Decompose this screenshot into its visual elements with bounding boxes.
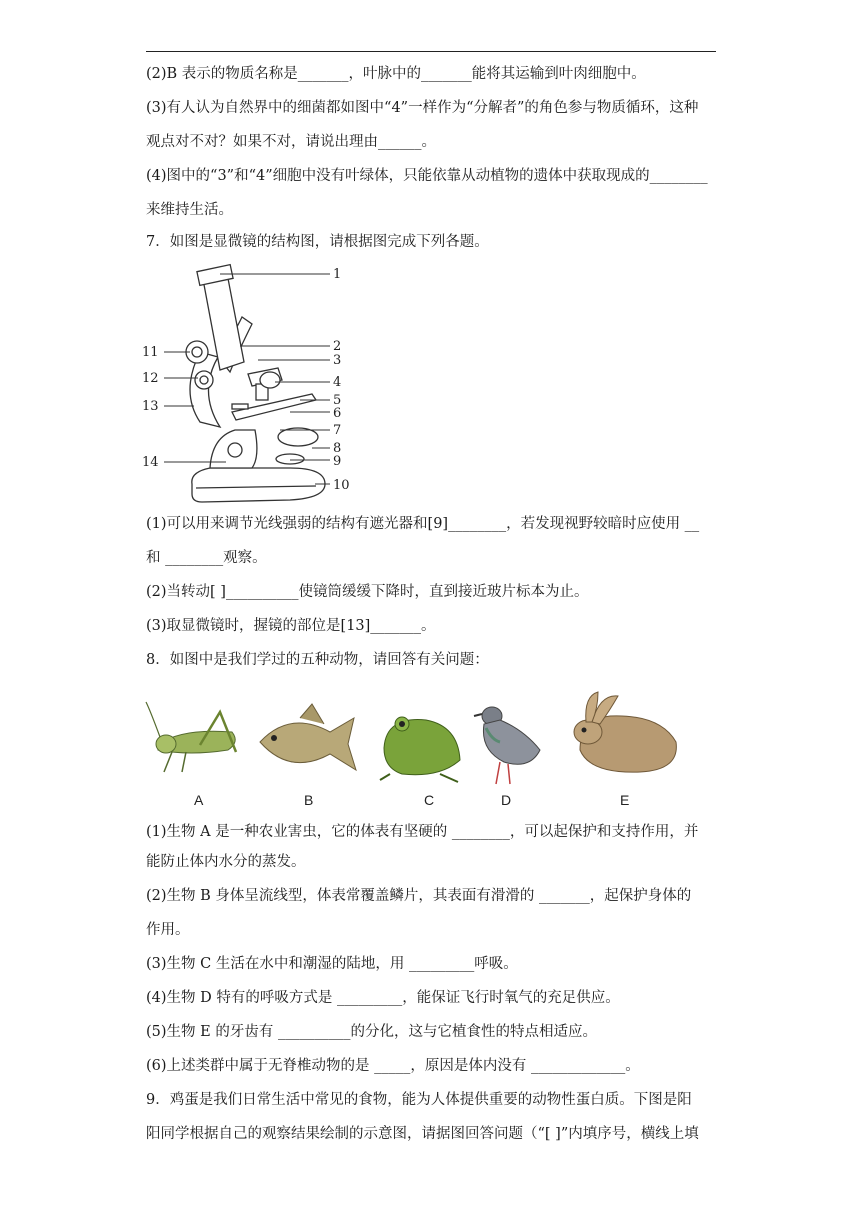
rabbit-icon <box>574 692 676 772</box>
text-line: 阳同学根据自己的观察结果绘制的示意图，请据图回答问题（“[ ]”内填序号，横线上填 <box>146 1126 699 1142</box>
frog-icon <box>380 717 460 782</box>
label-7: 7 <box>333 423 342 438</box>
grasshopper-icon <box>146 702 236 772</box>
text-line: (4)图中的“3”和“4”细胞中没有叶绿体，只能依靠从动植物的遗体中获取现成的________ <box>146 168 708 184</box>
label-3: 3 <box>333 353 342 368</box>
caption-b: B <box>304 792 314 808</box>
text-line: (1)生物 A 是一种农业害虫，它的体表有坚硬的 ________，可以起保护和支持作用，并 <box>146 824 699 840</box>
label-14: 14 <box>142 455 159 470</box>
text-line: (4)生物 D 特有的呼吸方式是 _________，能保证飞行时氧气的充足供应。 <box>146 990 620 1006</box>
text-line: 能防止体内水分的蒸发。 <box>146 854 306 870</box>
text-line: 8．如图中是我们学过的五种动物，请回答有关问题： <box>146 652 489 668</box>
text-line: (1)可以用来调节光线强弱的结构有遮光器和[9]________，若发现视野较暗时应使用 __ <box>146 516 700 532</box>
label-6: 6 <box>333 406 342 421</box>
fish-icon <box>260 704 356 770</box>
caption-d: D <box>501 792 512 808</box>
animals-figure <box>140 690 700 790</box>
text-line: (2)B 表示的物质名称是_______，叶脉中的_______能将其运输到叶肉细胞中。 <box>146 66 646 82</box>
pigeon-icon <box>474 707 540 784</box>
text-line: 作用。 <box>146 922 190 938</box>
label-12: 12 <box>142 371 159 386</box>
text-line: (2)当转动[ ]__________使镜筒缓缓下降时，直到接近玻片标本为止。 <box>146 584 589 600</box>
caption-c: C <box>424 792 435 808</box>
label-5: 5 <box>333 393 342 408</box>
label-8: 8 <box>333 441 342 456</box>
label-10: 10 <box>333 478 350 493</box>
microscope-figure <box>140 262 360 512</box>
text-line: (6)上述类群中属于无脊椎动物的是 _____，原因是体内没有 _____________。 <box>146 1058 640 1074</box>
text-line: 7．如图是显微镜的结构图，请根据图完成下列各题。 <box>146 234 489 250</box>
label-13: 13 <box>142 399 159 414</box>
text-line: 观点对不对？如果不对，请说出理由______。 <box>146 134 436 150</box>
label-9: 9 <box>333 454 342 469</box>
text-line: 9．鸡蛋是我们日常生活中常见的食物，能为人体提供重要的动物性蛋白质。下图是阳 <box>146 1092 692 1108</box>
caption-e: E <box>620 792 630 808</box>
label-4: 4 <box>333 375 342 390</box>
header-rule <box>146 51 716 52</box>
text-line: (3)生物 C 生活在水中和潮湿的陆地，用 _________呼吸。 <box>146 956 518 972</box>
text-line: (3)有人认为自然界中的细菌都如图中“4”一样作为“分解者”的角色参与物质循环，这种 <box>146 100 699 116</box>
label-2: 2 <box>333 339 342 354</box>
label-11: 11 <box>142 345 159 360</box>
text-line: (3)取显微镜时，握镜的部位是[13]_______。 <box>146 618 436 634</box>
text-line: 和 ________观察。 <box>146 550 267 566</box>
caption-a: A <box>194 792 204 808</box>
text-line: (5)生物 E 的牙齿有 __________的分化，这与它植食性的特点相适应。 <box>146 1024 597 1040</box>
label-1: 1 <box>333 267 342 282</box>
text-line: 来维持生活。 <box>146 202 233 218</box>
text-line: (2)生物 B 身体呈流线型，体表常覆盖鳞片，其表面有滑滑的 _______，起保护身体的 <box>146 888 692 904</box>
